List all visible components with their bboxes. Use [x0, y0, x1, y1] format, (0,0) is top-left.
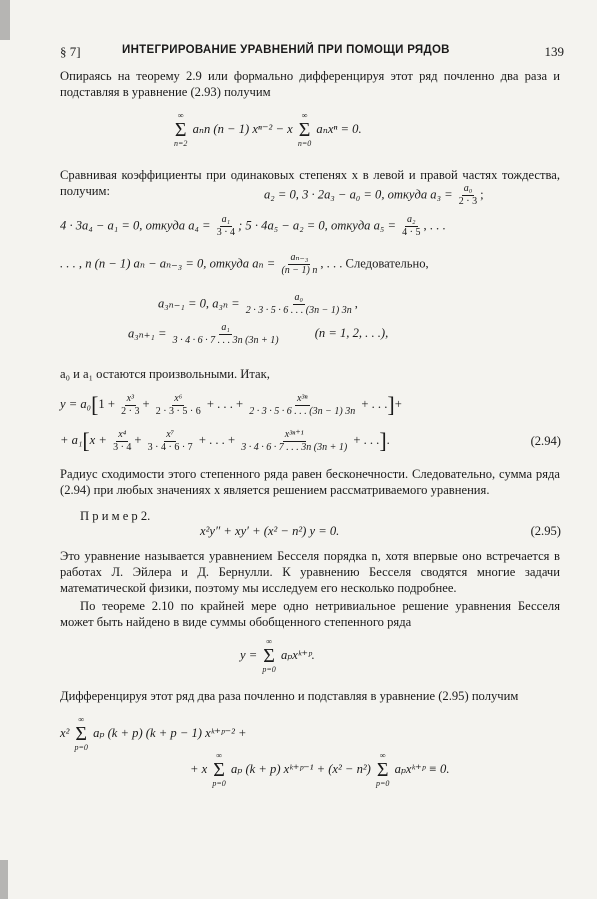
paragraph-radius: Радиус сходимости этого степенного ряда равен бесконечности. Следовательно, сумма ряда (2.94) при любых значениях x является решением рассматриваемого уравнения. — [60, 467, 560, 497]
paragraph-theorem: По теореме 2.10 по крайней мере одно нетривиальное решение уравнения Бесселя может быть найдено в виде суммы обобщенного степенного ряда — [60, 599, 560, 629]
equation-number-295: (2.95) — [530, 524, 561, 538]
recurrence-1: a₃ₙ₋₁ = 0, a₃ₙ = $\frac{\text{a₀}}{2 \cdot 3 \cdot 5 \cdot 6 . . . (3n - 1) 3n}$ , — [158, 292, 358, 316]
coef-line-3: . . . , n (n − 1) aₙ − aₙ₋₃ = 0, откуда aₙ = $\frac{\text{aₙ₋₃}}{(n - 1) n}$ , . . . Следовательно, — [60, 252, 429, 276]
page-number: 139 — [544, 44, 564, 59]
paragraph-arbitrary: a₀ и a₁ остаются произвольными. Итак, — [60, 367, 270, 381]
series-line-2: + a₁[x + $\frac{\text{x⁴}}{3 \cdot 4}$ + $\frac{\text{x⁷}}{3 \cdot 4 \cdot 6 \cdot 7}$ + . . . + $\frac{\text{x³ⁿ⁺¹}}{3 \cdot 4 \cdot 6 \cdot 7 . . . 3n (3n + 1)}$ + . . .]. — [60, 428, 390, 453]
chapter-title: ИНТЕГРИРОВАНИЕ УРАВНЕНИЙ ПРИ ПОМОЩИ РЯДОВ — [122, 44, 450, 56]
series-line-1: y = a₀[1 + $\frac{\text{x³}}{2 \cdot 3}$ + $\frac{\text{x⁶}}{2 \cdot 3 \cdot 5 \cdot 6}$ + . . . + $\frac{\text{x³ⁿ}}{2 \cdot 3 \cdot 5 \cdot 6 . . . (3n - 1) 3n}$ + . . .]+ — [60, 392, 402, 417]
paragraph-compare: Сравнивая коэффициенты при одинаковых степенях x в левой и правой частях тождества, получим: — [60, 168, 560, 198]
bessel-equation: x²y″ + xy′ + (x² − n²) y = 0. — [200, 524, 340, 538]
sum-symbol: ∞ Σ n=0 — [297, 111, 312, 148]
final-equation-line-1: x² ∞ Σ p=0 aₚ (k + p) (k + p − 1) xᵏ⁺ᵖ⁻² + — [60, 715, 247, 752]
paragraph-intro: Опираясь на теорему 2.9 или формально дифференцируя этот ряд почленно два раза и подставляя в уравнение (2.93) получим — [60, 69, 560, 99]
equation-substituted: ∞ Σ n=2 aₙn (n − 1) xⁿ⁻² − x ∞ Σ n=0 aₙxⁿ = 0. — [174, 111, 362, 148]
paragraph-bessel: Это уравнение называется уравнением Бесселя порядка n, хотя впервые оно встречается в работах Л. Эйлера и Д. Бернулли. К уравнению Бесселя сводятся многие задачи математической физики, поэтому мы исследуем его несколько подробнее. — [60, 549, 560, 595]
scan-shadow — [0, 0, 10, 40]
section-mark: § 7] — [60, 44, 81, 59]
recurrence-2: a₃ₙ₊₁ = $\frac{\text{a₁}}{3 \cdot 4 \cdot 6 \cdot 7 . . . 3n (3n + 1)}$ (n = 1, 2, . . .), — [128, 322, 389, 346]
sum-symbol: ∞ Σ p=0 — [212, 751, 226, 788]
coef-line-1: a₂ = 0, 3 · 2a₃ − a₀ = 0, откуда a₃ = $\frac{\text{a₀}}{2 \cdot 3}$ ; — [264, 183, 484, 207]
coef-line-2: 4 · 3a₄ − a₁ = 0, откуда a₄ = $\frac{\text{a₁}}{3 \cdot 4}$ ; 5 · 4a₅ − a₂ = 0, откуда a₅ = $\frac{\text{a₂}}{4 \cdot 5}$ , . . . — [60, 214, 446, 238]
equation-general-series: y = ∞ Σ p=0 aₚxᵏ⁺ᵖ. — [240, 637, 315, 674]
sum-symbol: ∞ Σ p=0 — [74, 715, 88, 752]
example-heading: П р и м е р 2. — [80, 509, 151, 523]
sum-symbol: ∞ Σ p=0 — [262, 637, 276, 674]
paragraph-differentiate: Дифференцируя этот ряд два раза почленно и подставляя в уравнение (2.95) получим — [60, 689, 519, 703]
final-equation-line-2: + x ∞ Σ p=0 aₚ (k + p) xᵏ⁺ᵖ⁻¹ + (x² − n²) ∞ Σ p=0 aₚxᵏ⁺ᵖ ≡ 0. — [190, 751, 450, 788]
sum-symbol: ∞ Σ p=0 — [376, 751, 390, 788]
equation-number-294: (2.94) — [530, 434, 561, 448]
scan-shadow — [0, 860, 8, 899]
sum-symbol: ∞ Σ n=2 — [174, 111, 188, 148]
